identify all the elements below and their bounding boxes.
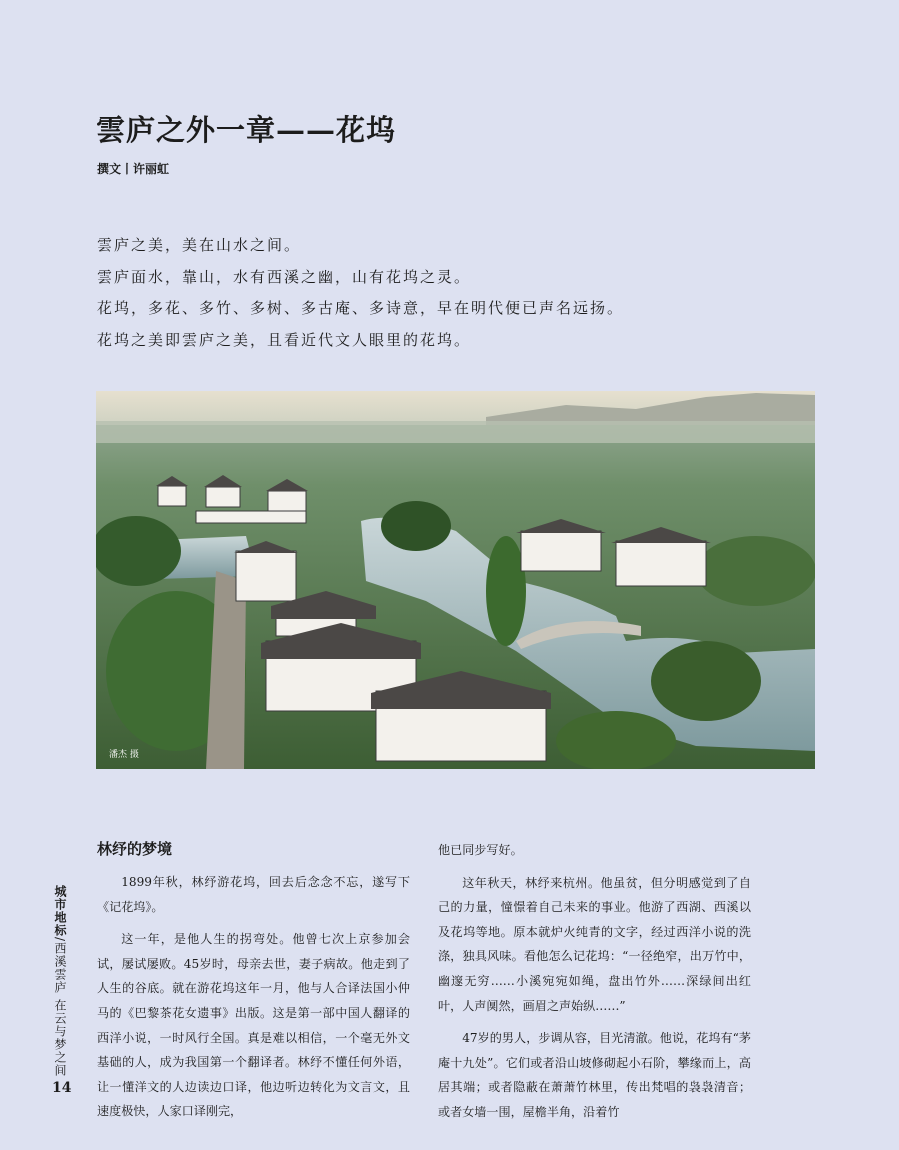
byline: 撰文丨许丽虹 [97,162,170,176]
paragraph: 1899年秋，林纾游花坞，回去后念念不忘，遂写下《记花坞》。 [97,875,410,914]
series-name: 城市地标 [53,885,67,937]
article-column-right [438,838,751,1133]
intro-line: 雲庐面水，靠山，水有西溪之幽，山有花坞之灵。 [97,267,472,286]
intro-line: 雲庐之美，美在山水之间。 [97,236,302,254]
section-name: 西溪雲庐 在云与梦之间 [53,942,67,1077]
paragraph: 47岁的男人，步调从容，目光清澈。他说，花坞有“茅庵十九处”。它们或者沿山坡修砌起小石阶，攀缘而上，高居其端；或者隐蔽在萧萧竹林里，传出梵唱的袅袅清音；或者女墙一围，屋檐半角，沿着竹 [438,1031,751,1119]
section-heading: 林纾的梦境 [97,840,173,858]
separator: / [53,937,67,943]
page-number: 14 [52,1080,72,1096]
intro-line: 花坞，多花、多竹、多树、多古庵、多诗意，早在明代便已声名远扬。 [97,299,625,317]
intro-lines [97,230,624,356]
aerial-photo [96,391,815,769]
photo-credit: 潘杰 摄 [109,750,139,760]
paragraph: 这年秋天，林纾来杭州。他虽贫，但分明感觉到了自己的力量，憧憬着自己未来的事业。他游了西湖、西溪以及花坞等地。原本就炉火纯青的文字，经过西洋小说的洗涤，独具风味。看他怎么记花坞：“一径绝窄，出万竹中，幽邃无穷……小溪宛宛如绳，盘出竹外……深绿间出红叶，人声阒然，画眉之声始纵……” [438,875,751,1013]
running-header-vertical [52,885,69,1077]
paragraph: 这一年，是他人生的拐弯处。他曾七次上京参加会试，屡试屡败。45岁时，母亲去世，妻子病故。他走到了人生的谷底。就在游花坞这年一月，他与人合译法国小仲马的《巴黎茶花女遗事》出版。这是第一部中国人翻译的西洋小说，一时风行全国。真是难以相信，一个毫无外文基础的人，成为我国第一个翻译者。林纾不懂任何外语，让一懂洋文的人边读边口译，他边听边转化为文言文，且速度极快，人家口译刚完， [97,932,410,1119]
article-column-left [97,838,410,1132]
paragraph-continued: 他已同步写好。 [438,843,523,857]
intro-line: 花坞之美即雲庐之美，且看近代文人眼里的花坞。 [97,330,472,349]
village-landscape-image [96,391,815,769]
article-title: 雲庐之外一章——花坞 [96,113,397,147]
